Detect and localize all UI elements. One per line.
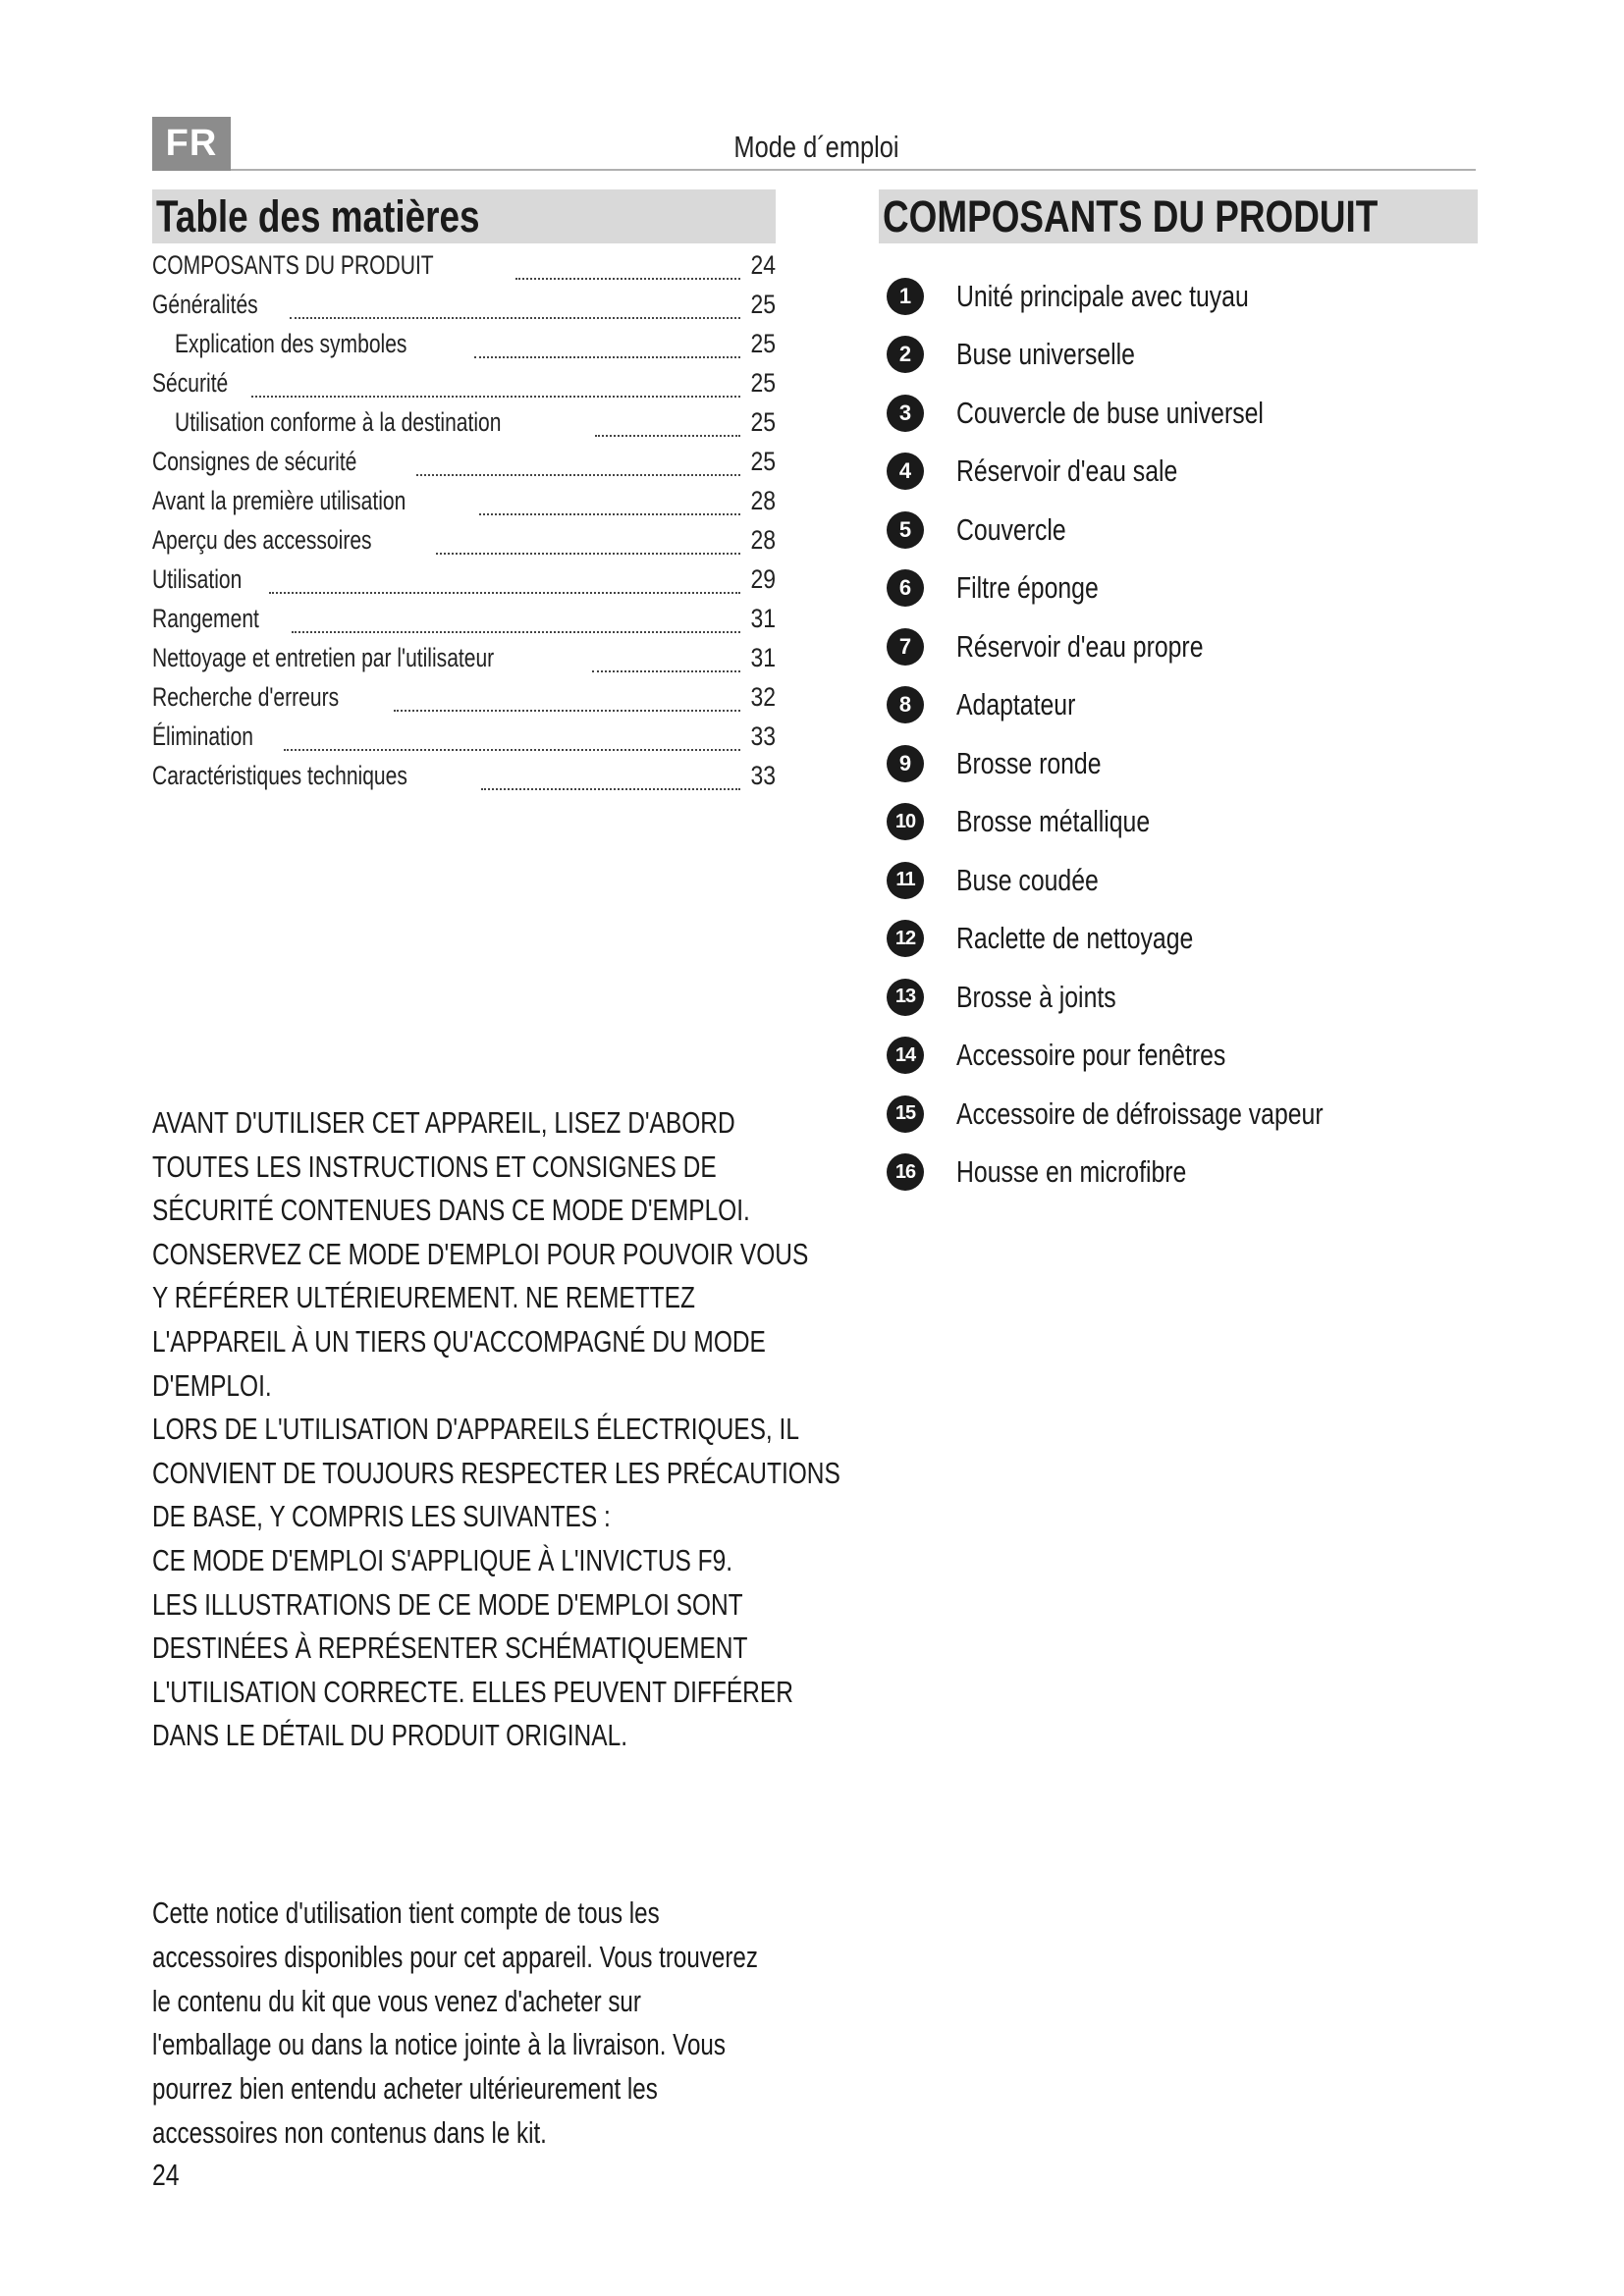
toc-leader-dots — [284, 749, 740, 751]
component-item — [887, 267, 1476, 326]
warning-line: LES ILLUSTRATIONS DE CE MODE D'EMPLOI SONT — [152, 1586, 743, 1622]
toc-title: Table des matières — [152, 189, 776, 243]
toc-leader-dots — [269, 592, 740, 594]
component-label: Buse universelle — [956, 337, 1135, 372]
component-number-badge: 6 — [887, 569, 924, 607]
notice-line: l'emballage ou dans la notice jointe à la livraison. Vous — [152, 2027, 726, 2062]
component-label: Couvercle — [956, 511, 1066, 547]
toc-entry-page: 31 — [750, 643, 776, 672]
warning-line: CONVIENT DE TOUJOURS RESPECTER LES PRÉCAUTIONS — [152, 1455, 840, 1490]
toc-leader-dots — [416, 474, 740, 476]
component-item — [887, 1085, 1476, 1144]
component-label: Accessoire pour fenêtres — [956, 1038, 1226, 1073]
toc-leader-dots — [481, 788, 740, 790]
component-label: Raclette de nettoyage — [956, 921, 1194, 956]
language-badge: FR — [152, 117, 231, 171]
component-label: Brosse métallique — [956, 804, 1151, 839]
toc-entry — [152, 564, 776, 604]
notice-line: Cette notice d'utilisation tient compte de tous les — [152, 1896, 660, 1930]
toc-entry-page: 25 — [750, 368, 776, 398]
component-number-badge: 12 — [887, 920, 924, 957]
toc-entry-page: 28 — [750, 525, 776, 555]
toc-entry — [152, 447, 776, 486]
toc-entry-page: 29 — [750, 564, 776, 594]
toc-leader-dots — [436, 553, 740, 555]
warning-line: LORS DE L'UTILISATION D'APPAREILS ÉLECTRIQUES, IL — [152, 1412, 799, 1447]
table-of-contents — [152, 250, 776, 800]
warning-line: L'UTILISATION CORRECTE. ELLES PEUVENT DIFFÉRER — [152, 1674, 793, 1709]
component-number-badge: 3 — [887, 395, 924, 432]
component-item — [887, 734, 1476, 793]
warning-line: Y RÉFÉRER ULTÉRIEUREMENT. NE REMETTEZ — [152, 1280, 695, 1315]
toc-entry — [152, 643, 776, 682]
toc-entry-page: 32 — [750, 682, 776, 712]
toc-entry-page: 25 — [750, 447, 776, 476]
toc-entry-label: Généralités — [152, 290, 258, 319]
component-label: Unité principale avec tuyau — [956, 278, 1249, 313]
toc-leader-dots — [290, 317, 740, 319]
component-number-badge: 16 — [887, 1153, 924, 1191]
toc-entry-page: 25 — [750, 407, 776, 437]
toc-entry-page: 33 — [750, 721, 776, 751]
component-item — [887, 1027, 1476, 1086]
toc-entry-label: Recherche d'erreurs — [152, 682, 340, 712]
notice-line: le contenu du kit que vous venez d'acheter sur — [152, 1983, 641, 2018]
components-title: COMPOSANTS DU PRODUIT — [879, 189, 1478, 243]
warning-line: DE BASE, Y COMPRIS LES SUIVANTES : — [152, 1499, 611, 1534]
component-label: Brosse ronde — [956, 745, 1102, 780]
document-title: Mode d´emploi — [733, 130, 899, 164]
component-number-badge: 8 — [887, 686, 924, 723]
warning-line: DESTINÉES À REPRÉSENTER SCHÉMATIQUEMENT — [152, 1630, 748, 1666]
toc-entry — [152, 368, 776, 407]
component-number-badge: 14 — [887, 1037, 924, 1074]
warning-line: CE MODE D'EMPLOI S'APPLIQUE À L'INVICTUS F9. — [152, 1542, 733, 1577]
toc-entry-page: 25 — [750, 329, 776, 358]
toc-leader-dots — [474, 356, 740, 358]
component-item — [887, 968, 1476, 1027]
toc-entry — [152, 250, 776, 290]
toc-leader-dots — [292, 631, 740, 633]
toc-leader-dots — [595, 435, 740, 437]
notice-line: pourrez bien entendu acheter ultérieurement les — [152, 2071, 658, 2107]
toc-entry-label: Rangement — [152, 604, 259, 633]
component-number-badge: 13 — [887, 979, 924, 1016]
component-label: Réservoir d'eau propre — [956, 628, 1204, 664]
component-label: Accessoire de défroissage vapeur — [956, 1095, 1324, 1131]
toc-entry — [152, 761, 776, 800]
toc-entry — [152, 682, 776, 721]
component-item — [887, 384, 1476, 443]
page-number: 24 — [152, 2158, 180, 2192]
component-label: Brosse à joints — [956, 979, 1116, 1014]
component-item — [887, 851, 1476, 910]
toc-entry-page: 33 — [750, 761, 776, 790]
component-item — [887, 326, 1476, 385]
toc-entry-page: 24 — [750, 250, 776, 280]
component-number-badge: 15 — [887, 1095, 924, 1133]
component-item — [887, 617, 1476, 676]
toc-entry-label: Utilisation — [152, 564, 243, 594]
toc-entry — [152, 329, 776, 368]
toc-entry-label: Utilisation conforme à la destination — [175, 407, 502, 437]
component-number-badge: 1 — [887, 278, 924, 315]
warning-line: L'APPAREIL À UN TIERS QU'ACCOMPAGNÉ DU MODE — [152, 1323, 766, 1359]
toc-entry — [152, 290, 776, 329]
toc-entry-page: 25 — [750, 290, 776, 319]
toc-entry-label: Nettoyage et entretien par l'utilisateur — [152, 643, 495, 672]
toc-entry-label: Élimination — [152, 721, 254, 751]
component-item — [887, 501, 1476, 560]
warning-line: D'EMPLOI. — [152, 1367, 272, 1403]
component-label: Adaptateur — [956, 687, 1076, 722]
component-label: Housse en microfibre — [956, 1154, 1187, 1190]
toc-entry-label: COMPOSANTS DU PRODUIT — [152, 250, 434, 280]
toc-entry-label: Aperçu des accessoires — [152, 525, 372, 555]
toc-entry — [152, 721, 776, 761]
toc-entry — [152, 486, 776, 525]
component-number-badge: 7 — [887, 628, 924, 666]
notice-line: accessoires non contenus dans le kit. — [152, 2114, 547, 2150]
component-item — [887, 443, 1476, 502]
toc-entry-label: Sécurité — [152, 368, 229, 398]
component-label: Buse coudée — [956, 862, 1099, 897]
toc-leader-dots — [251, 396, 740, 398]
toc-leader-dots — [592, 670, 740, 672]
warning-line: SÉCURITÉ CONTENUES DANS CE MODE D'EMPLOI. — [152, 1193, 750, 1228]
component-number-badge: 9 — [887, 745, 924, 782]
toc-leader-dots — [515, 278, 740, 280]
warning-line: CONSERVEZ CE MODE D'EMPLOI POUR POUVOIR VOUS — [152, 1236, 809, 1271]
toc-entry-label: Avant la première utilisation — [152, 486, 406, 515]
components-list — [887, 267, 1476, 1201]
toc-entry-page: 28 — [750, 486, 776, 515]
component-item — [887, 1144, 1476, 1202]
component-number-badge: 2 — [887, 336, 924, 373]
notice-line: accessoires disponibles pour cet appareil. Vous trouverez — [152, 1939, 758, 1974]
toc-entry — [152, 407, 776, 447]
toc-leader-dots — [394, 710, 740, 712]
component-number-badge: 10 — [887, 803, 924, 840]
accessories-notice-text — [152, 1892, 839, 2156]
toc-leader-dots — [479, 513, 740, 515]
component-number-badge: 11 — [887, 862, 924, 899]
component-number-badge: 5 — [887, 511, 924, 549]
toc-entry-label: Consignes de sécurité — [152, 447, 357, 476]
component-label: Filtre éponge — [956, 570, 1099, 606]
warning-line: DANS LE DÉTAIL DU PRODUIT ORIGINAL. — [152, 1718, 628, 1753]
warning-line: AVANT D'UTILISER CET APPAREIL, LISEZ D'ABORD — [152, 1105, 735, 1140]
component-number-badge: 4 — [887, 453, 924, 490]
component-item — [887, 676, 1476, 735]
safety-warning-text — [152, 1101, 839, 1758]
toc-entry-label: Caractéristiques techniques — [152, 761, 407, 790]
toc-entry-label: Explication des symboles — [175, 329, 407, 358]
component-item — [887, 793, 1476, 852]
component-item — [887, 910, 1476, 969]
warning-line: TOUTES LES INSTRUCTIONS ET CONSIGNES DE — [152, 1148, 717, 1184]
component-label: Couvercle de buse universel — [956, 395, 1264, 430]
component-label: Réservoir d'eau sale — [956, 454, 1178, 489]
toc-entry-page: 31 — [750, 604, 776, 633]
header-divider — [231, 169, 1476, 171]
toc-entry — [152, 525, 776, 564]
toc-entry — [152, 604, 776, 643]
component-item — [887, 560, 1476, 618]
